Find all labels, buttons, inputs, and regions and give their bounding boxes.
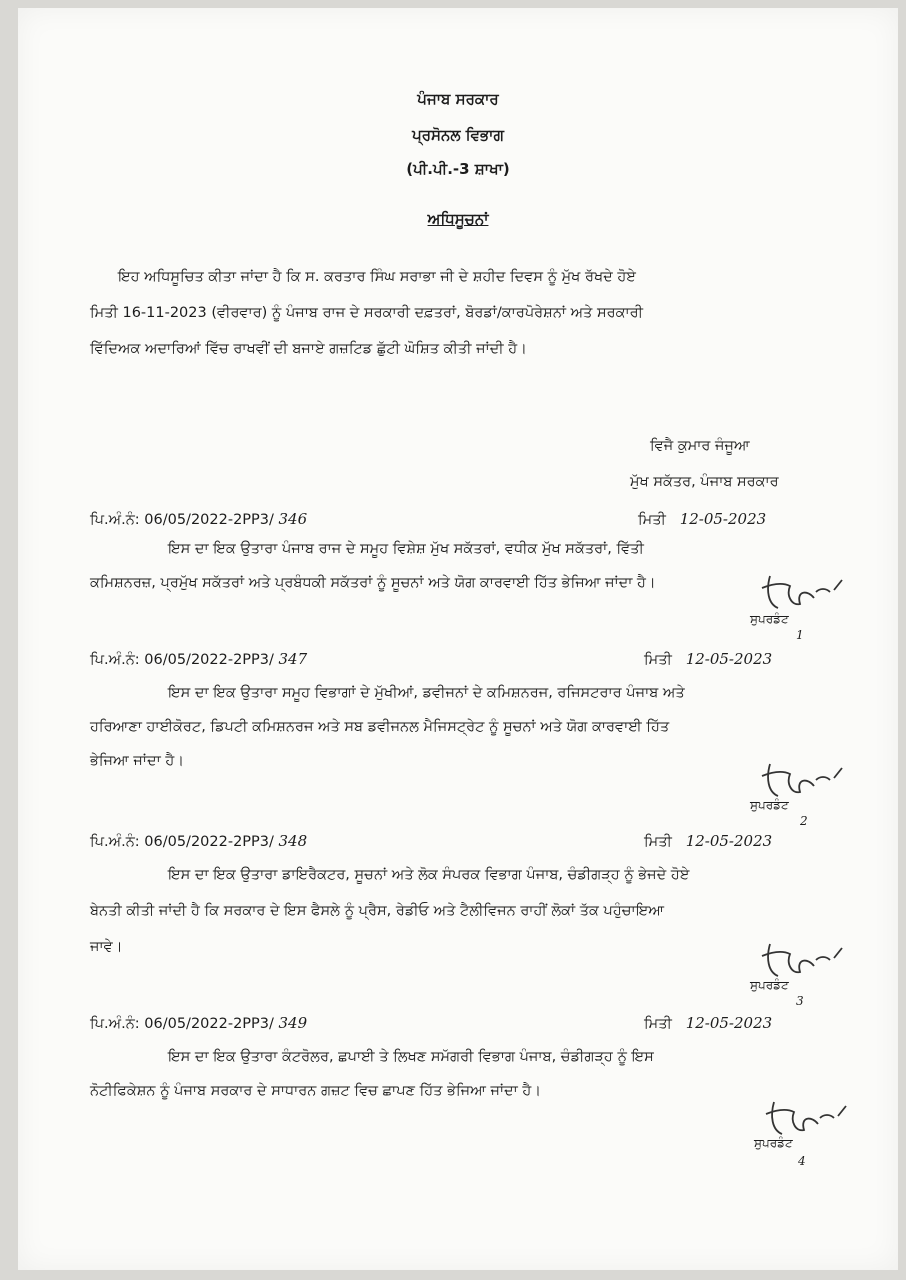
- document-page: [18, 8, 898, 1270]
- endorsement-2-ref: ਪਿ.ਅੰ.ਨੰ: 06/05/2022-2PP3/ 347: [90, 650, 308, 668]
- endorsement-3-line-2: ਬੇਨਤੀ ਕੀਤੀ ਜਾਂਦੀ ਹੈ ਕਿ ਸਰਕਾਰ ਦੇ ਇਸ ਫੈਸਲੇ ਨੂੰ ਪ੍ਰੈਸ, ਰੇਡੀਓ ਅਤੇ ਟੈਲੀਵਿਜਨ ਰਾਹੀਂ ਲੋਕਾਂ ਤੱਕ ਪਹੁੰਚਾਇਆ: [90, 903, 665, 919]
- endorsement-1-line-2: ਕਮਿਸ਼ਨਰਜ਼, ਪ੍ਰਮੁੱਖ ਸਕੱਤਰਾਂ ਅਤੇ ਪ੍ਰਬੰਧਕੀ ਸਕੱਤਰਾਂ ਨੂੰ ਸੂਚਨਾਂ ਅਤੇ ਯੋਗ ਕਾਰਵਾਈ ਹਿੱਤ ਭੇਜਿਆ ਜਾਂਦਾ ਹੈ।: [90, 575, 656, 591]
- endorsement-3-date: ਮਿਤੀ 12-05-2023: [644, 832, 773, 850]
- endorsement-4-ref-number: 349: [278, 1014, 308, 1032]
- header-department: ਪ੍ਰਸੋਨਲ ਵਿਭਾਗ: [412, 126, 504, 144]
- notification-line-1: ਇਹ ਅਧਿਸੂਚਿਤ ਕੀਤਾ ਜਾਂਦਾ ਹੈ ਕਿ ਸ. ਕਰਤਾਰ ਸਿੰਘ ਸਰਾਭਾ ਜੀ ਦੇ ਸ਼ਹੀਦ ਦਿਵਸ ਨੂੰ ਮੁੱਖ ਰੱਖਦੇ ਹੋਏ: [118, 269, 636, 285]
- endorsement-2-date: ਮਿਤੀ 12-05-2023: [644, 650, 773, 668]
- endorsement-3-ref: ਪਿ.ਅੰ.ਨੰ: 06/05/2022-2PP3/ 348: [90, 832, 308, 850]
- endorsement-2-signature: [756, 758, 856, 802]
- endorsement-4-signature: [760, 1096, 860, 1140]
- endorsement-2-ref-number: 347: [278, 650, 308, 668]
- endorsement-3-line-3: ਜਾਵੇ।: [90, 939, 123, 955]
- endorsement-1-date: ਮਿਤੀ 12-05-2023: [638, 510, 767, 528]
- endorsement-4-line-2: ਨੋਟੀਫਿਕੇਸ਼ਨ ਨੂੰ ਪੰਜਾਬ ਸਰਕਾਰ ਦੇ ਸਾਧਾਰਨ ਗਜ਼ਟ ਵਿਚ ਛਾਪਣ ਹਿੱਤ ਭੇਜਿਆ ਜਾਂਦਾ ਹੈ।: [90, 1083, 542, 1099]
- endorsement-2-line-3: ਭੇਜਿਆ ਜਾਂਦਾ ਹੈ।: [90, 753, 185, 769]
- endorsement-4-sign-number: 4: [798, 1154, 806, 1168]
- header-government: ਪੰਜਾਬ ਸਰਕਾਰ: [417, 90, 499, 108]
- signatory-name: ਵਿਜੈ ਕੁਮਾਰ ਜੰਜੂਆ: [650, 438, 750, 454]
- endorsement-3-ref-number: 348: [278, 832, 308, 850]
- endorsement-1-line-1: ਇਸ ਦਾ ਇਕ ਉਤਾਰਾ ਪੰਜਾਬ ਰਾਜ ਦੇ ਸਮੂਹ ਵਿਸ਼ੇਸ਼ ਮੁੱਖ ਸਕੱਤਰਾਂ, ਵਧੀਕ ਮੁੱਖ ਸਕੱਤਰਾਂ, ਵਿੱਤੀ: [168, 541, 644, 557]
- endorsement-2-line-2: ਹਰਿਆਣਾ ਹਾਈਕੋਰਟ, ਡਿਪਟੀ ਕਮਿਸ਼ਨਰਜ ਅਤੇ ਸਬ ਡਵੀਜਨਲ ਮੈਜਿਸਟ੍ਰੇਟ ਨੂੰ ਸੂਚਨਾਂ ਅਤੇ ਯੋਗ ਕਾਰਵਾਈ ਹਿੱਤ: [90, 719, 670, 735]
- endorsement-1-signature: [756, 570, 856, 614]
- endorsement-4-ref: ਪਿ.ਅੰ.ਨੰ: 06/05/2022-2PP3/ 349: [90, 1014, 308, 1032]
- endorsement-1-ref-number: 346: [278, 510, 308, 528]
- endorsement-1-ref: ਪਿ.ਅੰ.ਨੰ: 06/05/2022-2PP3/ 346: [90, 510, 308, 528]
- endorsement-3-signature: [756, 938, 856, 982]
- signatory-designation: ਮੁੱਖ ਸਕੱਤਰ, ਪੰਜਾਬ ਸਰਕਾਰ: [630, 474, 779, 490]
- notification-title: ਅਧਿਸੂਚਨਾਂ: [427, 210, 489, 228]
- notification-line-2: ਮਿਤੀ 16-11-2023 (ਵੀਰਵਾਰ) ਨੂੰ ਪੰਜਾਬ ਰਾਜ ਦੇ ਸਰਕਾਰੀ ਦਫ਼ਤਰਾਂ, ਬੋਰਡਾਂ/ਕਾਰਪੋਰੇਸ਼ਨਾਂ ਅਤੇ ਸਰਕਾਰੀ: [90, 305, 643, 321]
- endorsement-1-sign-label: ਸੁਪਰਡੰਟ: [750, 612, 789, 626]
- endorsement-4-line-1: ਇਸ ਦਾ ਇਕ ਉਤਾਰਾ ਕੰਟਰੋਲਰ, ਛਪਾਈ ਤੇ ਲਿਖਣ ਸਮੱਗਰੀ ਵਿਭਾਗ ਪੰਜਾਬ, ਚੰਡੀਗੜ੍ਹ ਨੂੰ ਇਸ: [168, 1049, 654, 1065]
- endorsement-2-line-1: ਇਸ ਦਾ ਇਕ ਉਤਾਰਾ ਸਮੂਹ ਵਿਭਾਗਾਂ ਦੇ ਮੁੱਖੀਆਂ, ਡਵੀਜਨਾਂ ਦੇ ਕਮਿਸ਼ਨਰਜ, ਰਜਿਸਟਰਾਰ ਪੰਜਾਬ ਅਤੇ: [168, 685, 685, 701]
- header-branch: (ਪੀ.ਪੀ.-3 ਸ਼ਾਖਾ): [406, 160, 510, 178]
- notification-line-3: ਵਿੱਦਿਅਕ ਅਦਾਰਿਆਂ ਵਿੱਚ ਰਾਖਵੀਂ ਦੀ ਬਜਾਏ ਗਜ਼ਟਿਡ ਛੁੱਟੀ ਘੋਸ਼ਿਤ ਕੀਤੀ ਜਾਂਦੀ ਹੈ।: [90, 341, 527, 357]
- endorsement-4-sign-label: ਸੁਪਰਡੰਟ: [754, 1136, 793, 1150]
- endorsement-3-sign-number: 3: [796, 994, 804, 1008]
- endorsement-4-date: ਮਿਤੀ 12-05-2023: [644, 1014, 773, 1032]
- endorsement-3-line-1: ਇਸ ਦਾ ਇਕ ਉਤਾਰਾ ਡਾਇਰੈਕਟਰ, ਸੂਚਨਾਂ ਅਤੇ ਲੋਕ ਸੰਪਰਕ ਵਿਭਾਗ ਪੰਜਾਬ, ਚੰਡੀਗੜ੍ਹ ਨੂੰ ਭੇਜਦੇ ਹੋਏ: [168, 867, 690, 883]
- endorsement-1-sign-number: 1: [796, 628, 804, 642]
- endorsement-3-sign-label: ਸੁਪਰਡੰਟ: [750, 978, 789, 992]
- endorsement-2-sign-label: ਸੁਪਰਡੰਟ: [750, 798, 789, 812]
- endorsement-2-sign-number: 2: [800, 814, 808, 828]
